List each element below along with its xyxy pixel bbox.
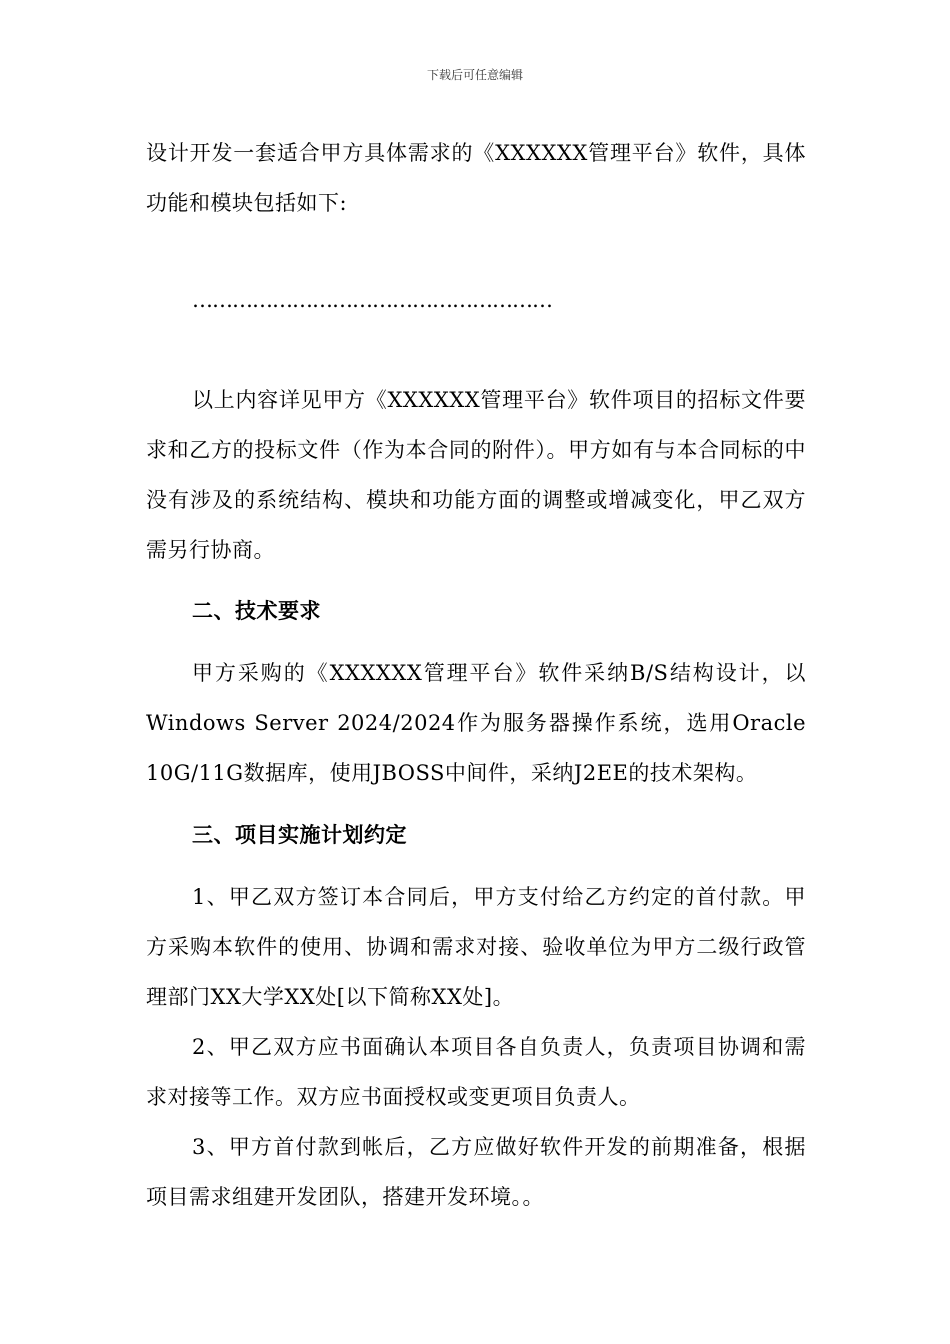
ellipsis-line: ……………………………………………… (192, 288, 552, 312)
page-header: 下载后可任意编辑 (426, 68, 523, 82)
plan-item: 2、甲乙双方应书面确认本项目各自负责人，负责项目协调和需求对接等工作。双方应书面授权或变更项目负责人。 (146, 1035, 806, 1109)
intro-paragraph: 设计开发一套适合甲方具体需求的《XXXXXX管理平台》软件，具体功能和模块包括如下: (146, 141, 806, 215)
tech-paragraph: 甲方采购的《XXXXXX管理平台》软件采纳B/S结构设计，以Windows Server 2024/2024作为服务器操作系统，选用Oracle 10G/11G数据库，使用JBOSS中间件，采纳J2EE的技术架构。 (146, 661, 806, 785)
scope-paragraph: 以上内容详见甲方《XXXXXX管理平台》软件项目的招标文件要求和乙方的投标文件（作为本合同的附件）。甲方如有与本合同标的中没有涉及的系统结构、模块和功能方面的调整或增减变化，甲乙双方需另行协商。 (146, 388, 806, 562)
section-heading-plan: 三、项目实施计划约定 (192, 822, 407, 847)
section-heading-tech: 二、技术要求 (192, 598, 321, 623)
plan-item: 3、甲方首付款到帐后，乙方应做好软件开发的前期准备，根据项目需求组建开发团队，搭建开发环境。。 (146, 1135, 806, 1209)
plan-item: 1、甲乙双方签订本合同后，甲方支付给乙方约定的首付款。甲方采购本软件的使用、协调和需求对接、验收单位为甲方二级行政管理部门XX大学XX处[以下简称XX处]。 (146, 885, 806, 1009)
